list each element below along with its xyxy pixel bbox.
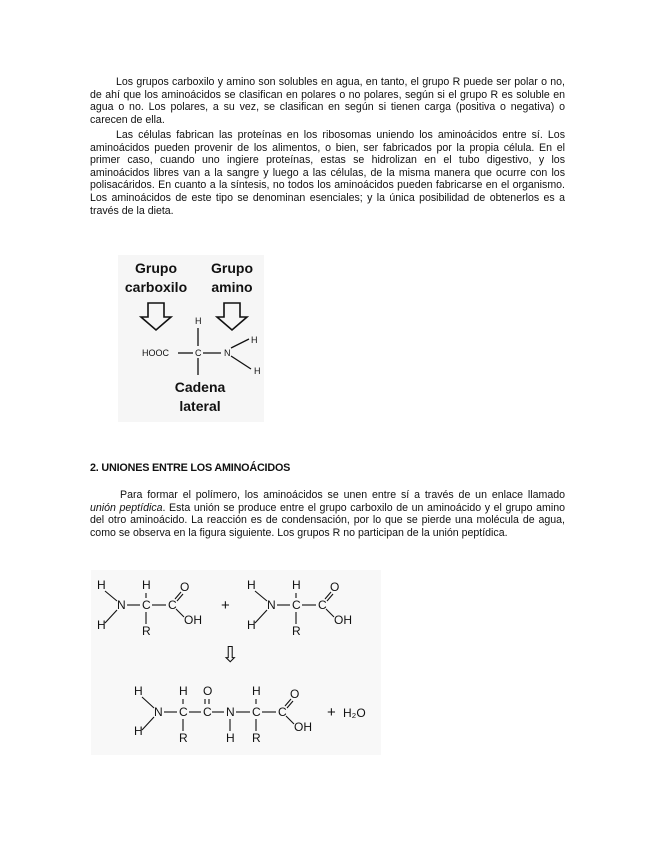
aa1-hydrogen-1: H (97, 578, 106, 592)
atom-carbon-alpha: C (195, 348, 202, 358)
aa1-hydroxyl: OH (184, 613, 202, 627)
figure-peptide-bond-reaction (91, 570, 381, 755)
aa2-nitrogen: N (267, 598, 276, 612)
dipeptide-carbon-1-hydrogen: H (179, 684, 188, 698)
paragraph-celulas-text: Las células fabrican las proteínas en los ribosomas uniendo los aminoácidos entre sí. Los aminoácidos pueden provenir de los alimentos, o bien, ser fabricados por la propia célula. En el primer caso, cuando uno ingiere proteínas, estas se hidrolizan en el tubo digestivo, y los aminoácidos libres van a la sangre y luego a las células, de la misma manera que ocurre con los polisacáridos. En cuanto a la síntesis, no todos los aminoácidos pueden fabricarse en el organismo. Los aminoácidos de este tipo se denominan esenciales; y la única posibilidad de obtenerlos es a través de la dieta. (90, 129, 565, 217)
dipeptide-carbon-4-oxygen: O (290, 687, 300, 701)
paragraph-celulas (90, 129, 565, 217)
label-grupo-amino-line1: Grupo (211, 260, 253, 276)
dipeptide-carbon-3-hydrogen: H (252, 684, 261, 698)
dipeptide-nitrogen-1: N (154, 705, 163, 719)
aa1-oxygen: O (180, 580, 190, 594)
paragraph-grupos-text: Los grupos carboxilo y amino son solubles en agua, en tanto, el grupo R puede ser polar o no, de ahí que los aminoácidos se clasifican en polares o no polares, según si el grupo R es soluble en agua o no. Los polares, a su vez, se clasifican en según si tienen carga (positiva o negativa) o carecen de ella. (90, 76, 565, 126)
dipeptide-nitrogen-2-hydrogen: H (226, 731, 235, 745)
aa1-carbon-carboxyl: C (168, 598, 177, 612)
aa2-hydrogen-2: H (247, 618, 256, 632)
dipeptide-carbon-2-oxygen: O (203, 684, 213, 698)
aa2-hydroxyl: OH (334, 613, 352, 627)
aa1-carbon-alpha: C (142, 598, 151, 612)
label-cadena-lateral-line1: Cadena (174, 379, 226, 395)
aa2-r-group: R (292, 624, 301, 638)
reaction-arrow-icon: ⇩ (221, 642, 240, 667)
aa1-r-group: R (142, 624, 151, 638)
dipeptide-hydrogen-2: H (134, 724, 143, 738)
label-grupo-amino-line2: amino (211, 279, 253, 295)
dipeptide-carbon-3: C (252, 705, 261, 719)
figure-amino-acid-structure (118, 255, 264, 422)
term-union-peptidica: unión peptídica (90, 501, 163, 514)
dipeptide-nitrogen-2: N (226, 705, 235, 719)
plus-sign-water: + (327, 704, 336, 721)
aa2-hydrogen-1: H (247, 578, 256, 592)
atom-nitrogen: N (224, 348, 231, 358)
aa2-oxygen: O (330, 580, 340, 594)
aa2-hydrogen-top: H (292, 578, 301, 592)
label-grupo-carboxilo-line1: Grupo (135, 260, 177, 276)
aa1-nitrogen: N (117, 598, 126, 612)
paragraph-polimero-text-2: . Esta unión se produce entre el grupo carboxilo de un aminoácido y el grupo amino del otro aminoácido. La reacción es de condensación, por lo que se pierde una molécula de agua, como se observa en la figura siguiente. Los grupos R no participan de la unión peptídica. (90, 501, 565, 539)
paragraph-polimero-text-1: Para formar el polímero, los aminoácidos se unen entre sí a través de un enlace llamado (120, 489, 565, 501)
atom-hooc: HOOC (142, 348, 169, 358)
paragraph-polimero (90, 489, 565, 539)
atom-hydrogen-right-top: H (251, 335, 258, 345)
paragraph-grupos (90, 76, 565, 126)
dipeptide-hydroxyl: OH (294, 720, 312, 734)
dipeptide-carbon-2: C (203, 705, 212, 719)
label-cadena-lateral-line2: lateral (179, 398, 221, 414)
arrow-down-icon (141, 303, 171, 330)
aa1-hydrogen-top: H (142, 578, 151, 592)
water-molecule: H₂O (343, 706, 366, 720)
aa2-carbon-alpha: C (292, 598, 301, 612)
aa2-carbon-carboxyl: C (318, 598, 327, 612)
label-grupo-carboxilo-line2: carboxilo (124, 279, 188, 295)
atom-hydrogen-top: H (195, 316, 202, 326)
dipeptide-carbon-1: C (179, 705, 188, 719)
aa1-hydrogen-2: H (97, 618, 106, 632)
dipeptide-r-group-2: R (252, 731, 261, 745)
arrow-down-icon (217, 303, 247, 330)
atom-hydrogen-right-bottom: H (254, 366, 261, 376)
dipeptide-r-group-1: R (179, 731, 188, 745)
dipeptide-hydrogen-1: H (134, 684, 143, 698)
dipeptide-carbon-4: C (278, 705, 287, 719)
plus-sign: + (221, 597, 230, 614)
section-heading: 2. UNIONES ENTRE LOS AMINOÁCIDOS (90, 462, 291, 474)
